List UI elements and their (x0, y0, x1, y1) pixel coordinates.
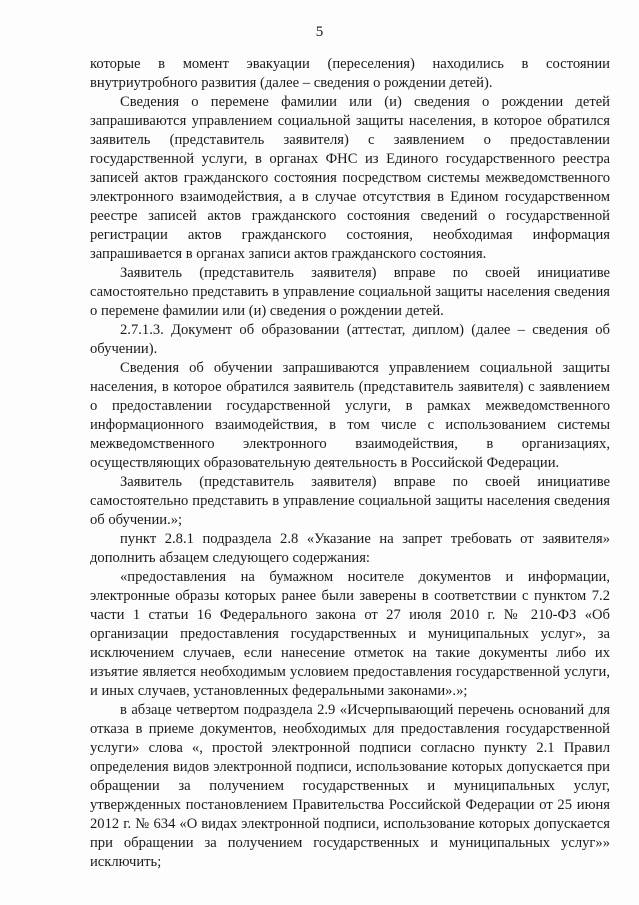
paragraph: Сведения об обучении запрашиваются управлением социальной защиты населения, в которое обратился заявитель (представитель заявителя) с заявлением о предоставлении государственной услуги, в рамках межведомственного информационного взаимодействия, в том числе с использованием системы межведомственного электронного взаимодействия, в организациях, осуществляющих образовательную деятельность в Российской Федерации. (90, 360, 610, 471)
document-body (90, 55, 610, 872)
paragraph: которые в момент эвакуации (переселения) находились в состоянии внутриутробного развития (далее – сведения о рождении детей). (90, 56, 610, 91)
paragraph: в абзаце четвертом подраздела 2.9 «Исчерпывающий перечень оснований для отказа в приеме документов, необходимых для предоставления государственной услуги» слова «, простой электронной подписи согласно пункту 2.1 Правил определения видов электронной подписи, использование которых допускается при обращении за получением государственных и муниципальных услуг, утвержденных постановлением Правительства Российской Федерации от 25 июня 2012 г. № 634 «О видах электронной подписи, использование которых допускается при обращении за получением государственных и муниципальных услуг»» исключить; (90, 702, 610, 870)
paragraph: Заявитель (представитель заявителя) вправе по своей инициативе самостоятельно представить в управление социальной защиты населения сведения об обучении.»; (90, 474, 610, 528)
paragraph: Сведения о перемене фамилии или (и) сведения о рождении детей запрашиваются управлением социальной защиты населения, в которое обратился заявитель (представитель заявителя) с заявлением о предоставлении государственной услуги, в органах ФНС из Единого государственного реестра записей актов гражданского состояния посредством системы межведомственного электронного взаимодействия, а в случае отсутствия в Едином государственном реестре записей актов гражданского состояния сведений о государственной регистрации актов гражданского состояния, необходимая информация запрашивается в органах записи актов гражданского состояния. (90, 94, 610, 262)
paragraph: пункт 2.8.1 подраздела 2.8 «Указание на запрет требовать от заявителя» дополнить абзацем следующего содержания: (90, 531, 610, 566)
paragraph: 2.7.1.3. Документ об образовании (аттестат, диплом) (далее – сведения об обучении). (90, 322, 610, 357)
paragraph: «предоставления на бумажном носителе документов и информации, электронные образы которых ранее были заверены в соответствии с пунктом 7.2 части 1 статьи 16 Федерального закона от 27 июля 2010 г. № 210-ФЗ «Об организации предоставления государственных и муниципальных услуг», за исключением случаев, если нанесение отметок на такие документы либо их изъятие является необходимым условием предоставления государственной услуги, и иных случаев, установленных федеральными законами».»; (90, 569, 610, 699)
paragraph: Заявитель (представитель заявителя) вправе по своей инициативе самостоятельно представить в управление социальной защиты населения сведения о перемене фамилии или (и) сведения о рождении детей. (90, 265, 610, 319)
page-number: 5 (315, 24, 324, 40)
